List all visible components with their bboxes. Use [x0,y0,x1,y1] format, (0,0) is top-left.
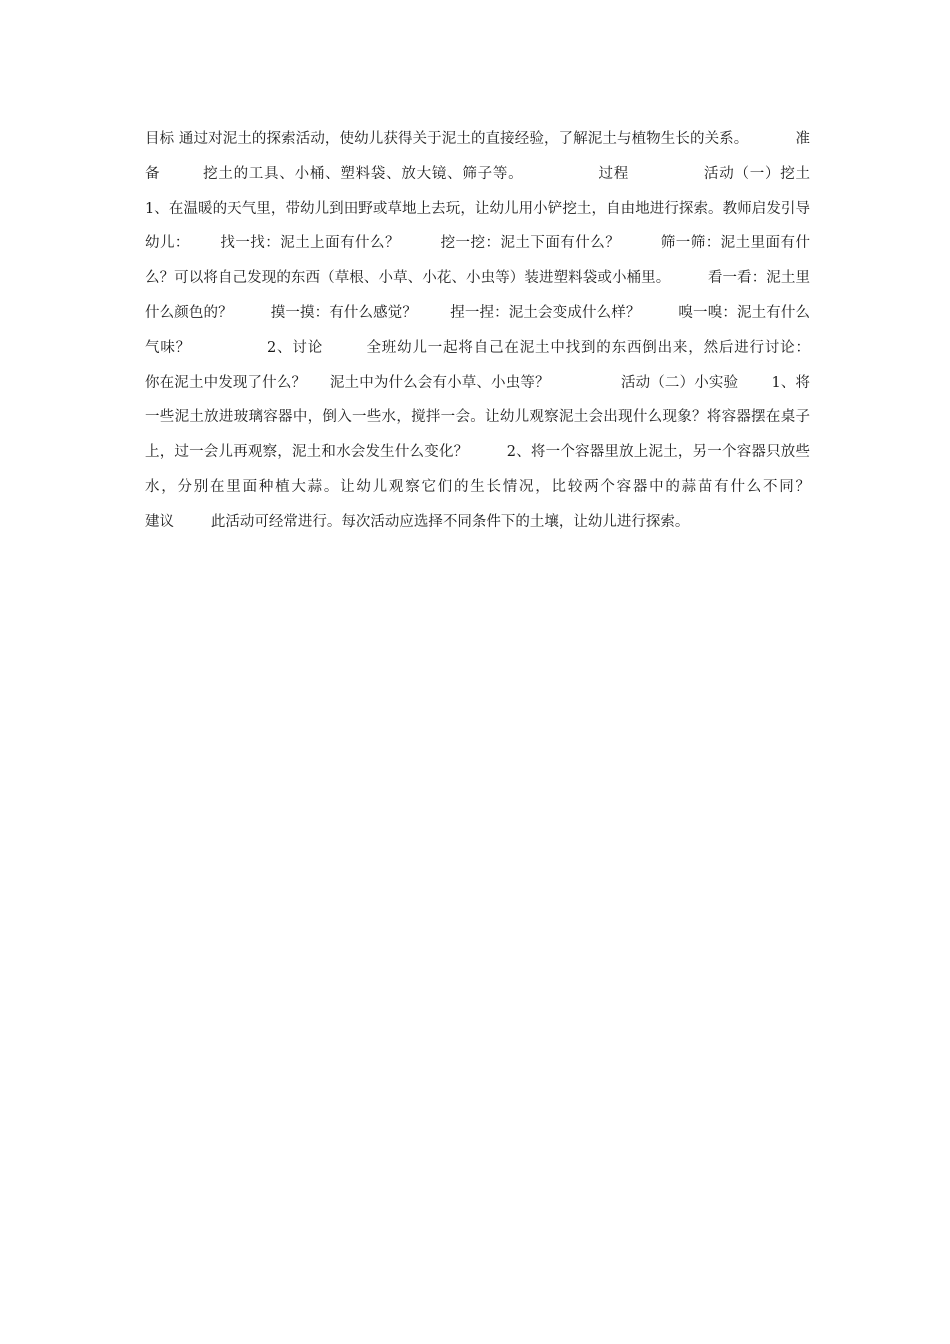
document-body-text: 目标 通过对泥土的探索活动，使幼儿获得关于泥土的直接经验，了解泥土与植物生长的关系。 准备 挖土的工具、小桶、塑料袋、放大镜、筛子等。 过程 活动（一）挖土 1、在温暖的天气里，带幼儿到田野或草地上去玩，让幼儿用小铲挖土，自由地进行探索。教师启发引导幼儿： 找一找：泥土上面有什么？ 挖一挖：泥土下面有什么？ 筛一筛：泥土里面有什么？可以将自己发现的东西（草根、小草、小花、小虫等）装进塑料袋或小桶里。 看一看：泥土里什么颜色的？ 摸一摸：有什么感觉？ 捏一捏：泥土会变成什么样？ 嗅一嗅：泥土有什么气味？ 2、讨论 全班幼儿一起将自己在泥土中找到的东西倒出来，然后进行讨论： 你在泥土中发现了什么？ 泥土中为什么会有小草、小虫等？ 活动（二）小实验 1、将一些泥土放进玻璃容器中，倒入一些水，搅拌一会。让幼儿观察泥土会出现什么现象？将容器摆在桌子上，过一会儿再观察，泥土和水会发生什么变化？ 2、将一个容器里放上泥土，另一个容器只放些水，分别在里面种植大蒜。让幼儿观察它们的生长情况，比较两个容器中的蒜苗有什么不同？ 建议 此活动可经常进行。每次活动应选择不同条件下的土壤，让幼儿进行探索。 [145,131,875,530]
